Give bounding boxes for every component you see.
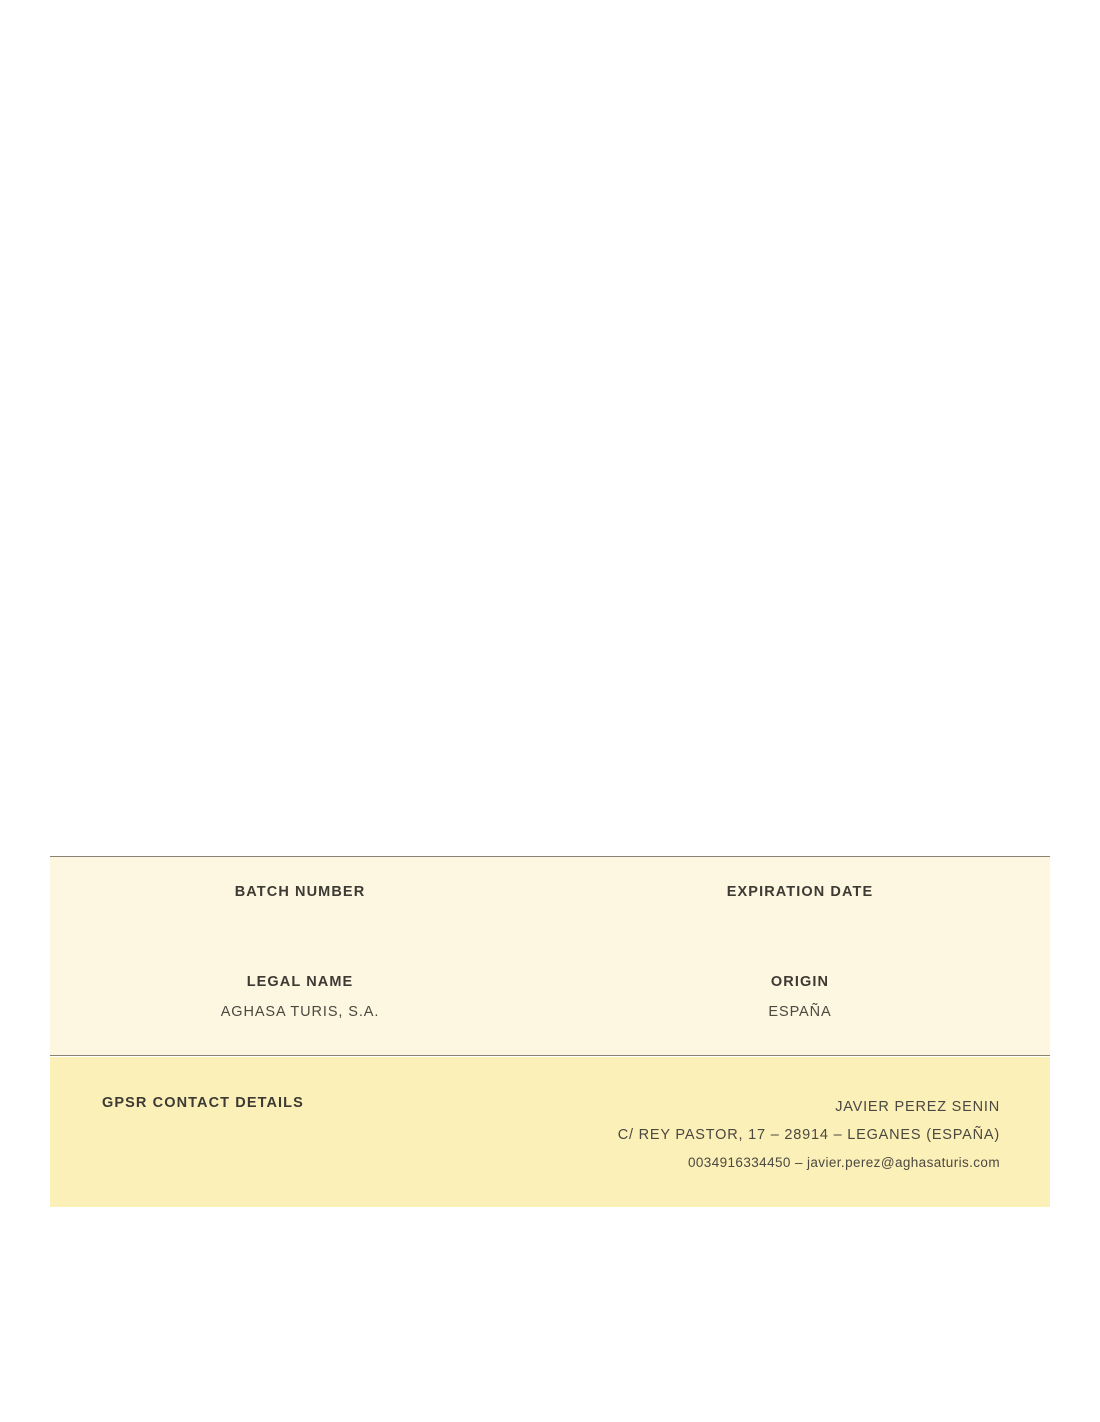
gpsr-contact-block (50, 1057, 1050, 1207)
gpsr-contact-details-label: GPSR CONTACT DETAILS (102, 1095, 304, 1111)
legal-name-label: LEGAL NAME (246, 974, 354, 990)
gpsr-contact-name: JAVIER PEREZ SENIN (835, 1099, 1000, 1115)
expiration-date-label: EXPIRATION DATE (726, 884, 874, 900)
gpsr-contact-details (618, 1093, 1000, 1177)
field-batch-number (50, 883, 550, 931)
batch-number-value (50, 913, 550, 931)
legal-name-value: AGHASA TURIS, S.A. (220, 1003, 380, 1020)
product-info-block (50, 856, 1050, 1056)
field-origin (550, 973, 1050, 1022)
gpsr-contact-address: C/ REY PASTOR, 17 – 28914 – LEGANES (ESPAÑA) (617, 1127, 1000, 1143)
field-legal-name (50, 973, 550, 1022)
info-row-legal-origin (50, 973, 1050, 1022)
origin-label: ORIGIN (770, 974, 830, 990)
info-row-batch-expiration (50, 883, 1050, 931)
expiration-date-value (550, 913, 1050, 931)
field-expiration-date (550, 883, 1050, 931)
origin-value: ESPAÑA (768, 1003, 832, 1020)
gpsr-contact-phone-email: 0034916334450 – javier.perez@aghasaturis.com (687, 1155, 1000, 1170)
batch-number-label: BATCH NUMBER (234, 884, 366, 900)
